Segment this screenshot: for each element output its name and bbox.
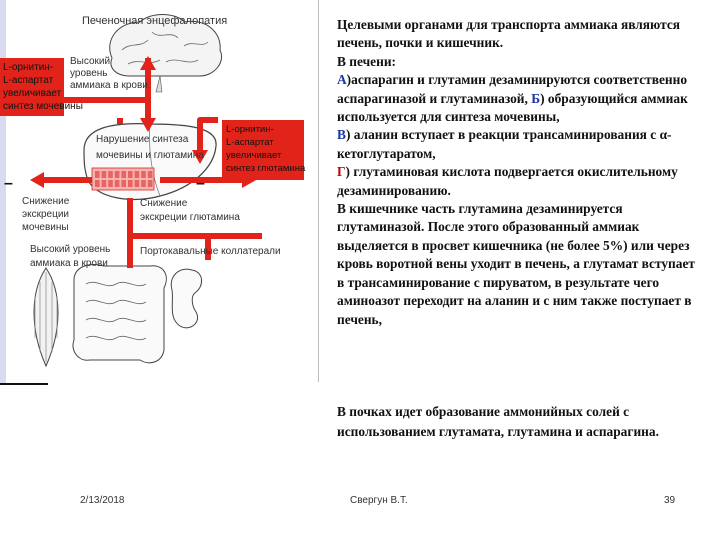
hepatocyte-cell (121, 171, 126, 178)
column-divider (318, 0, 319, 382)
footer-author: Свергун В.Т. (350, 495, 408, 506)
hepatocyte-cell (95, 171, 100, 178)
intro-paragraph: Целевыми органами для транспорта аммиака являются печень, почки и кишечник. (337, 17, 681, 51)
hepatocyte-cell (141, 180, 146, 187)
glutamine-decrease-line-1: Снижение (140, 198, 188, 209)
footer-date: 2/13/2018 (80, 495, 125, 506)
high-ammonia-top-line-2: уровень (70, 68, 108, 79)
kidney-illustration (171, 269, 201, 328)
hepatocyte-cell (128, 171, 133, 178)
synthesis-impair-line-2: мочевины и глютамина (96, 150, 204, 161)
hepatocyte-band (92, 168, 154, 190)
hepatocyte-cell (141, 171, 146, 178)
high-ammonia-top-line-3: аммиака в крови (70, 80, 148, 91)
point-g-letter: Г (337, 164, 346, 180)
liver-points (337, 71, 705, 126)
hepatocyte-cell (135, 180, 140, 187)
point-b-text: ) образующийся аммиак используется для синтеза мочевины, (337, 90, 688, 125)
point-v-letter: В (337, 127, 346, 143)
ornithine-right-line-4: синтез глютамина (226, 163, 306, 174)
figure-rule (0, 383, 48, 385)
muscle-illustration (34, 268, 58, 366)
high-ammonia-top-line-1: Высокий (70, 56, 111, 67)
hepatocyte-cell (115, 171, 120, 178)
intestine-illustration (73, 265, 166, 363)
hepatocyte-cell (115, 180, 120, 187)
hepatocyte-cell (108, 171, 113, 178)
urea-decrease-line-1: Снижение (22, 196, 70, 207)
hepatocyte-cell (135, 171, 140, 178)
hepatocyte-cell (102, 180, 107, 187)
ornithine-right-line-2: L-аспартат (226, 137, 274, 148)
ornithine-right-line-3: увеличивает (226, 150, 282, 161)
point-v-text: ) аланин вступает в реакции трансаминирования с α-кетоглутаратом, (337, 127, 672, 161)
diagram-title: Печеночная энцефалопатия (82, 15, 228, 27)
ornithine-left-line-3: увеличивает (3, 88, 62, 99)
high-ammonia-bottom-line-2: аммиака в крови (30, 258, 108, 269)
hepatocyte-cell (102, 171, 107, 178)
point-b-letter: Б (531, 90, 541, 106)
urea-decrease-line-3: мочевины (22, 222, 69, 233)
hepatocyte-cell (121, 180, 126, 187)
hepatocyte-cell (108, 180, 113, 187)
minus-left: – (4, 175, 13, 192)
kidney-paragraph: В почках идет образование аммонийных солей с использованием глутамата, глутамина и аспарагина. (337, 404, 659, 439)
ornithine-left-line-2: L-аспартат (3, 75, 54, 86)
high-ammonia-bottom-line-1: Высокий уровень (30, 244, 111, 255)
point-v-paragraph (337, 126, 705, 163)
ornithine-left-line-1: L-орнитин- (3, 62, 54, 73)
footer-page-number: 39 (664, 495, 676, 506)
ornithine-left-line-4: синтез мочевины (3, 101, 83, 112)
portocaval-label: Портокавальные коллатерали (140, 246, 281, 257)
hepatic-encephalopathy-diagram (0, 0, 318, 382)
liver-heading: В печени: (337, 53, 396, 69)
intestine-paragraph: В кишечнике часть глутамина дезаминируется глутаминазой. После этого образованный аммиак выделяется в просвет кишечника (не более 5%) или через кровь воротной вены уходит в печень, а глутамат вступает в трансаминирование с пируватом, в результате чего аминоазот переходит на аланин и с ним также поступает в печень, (337, 201, 695, 327)
glutamine-decrease-line-2: экскреции глютамина (140, 212, 240, 223)
hepatocyte-cell (148, 171, 153, 178)
point-a-text: )аспарагин и глутамин дезаминируются соответственно аспарагиназой и глутаминазой, (337, 72, 688, 106)
point-g-text: ) глутаминовая кислота подвергается окислительному дезаминированию. (337, 164, 678, 198)
point-g-paragraph (337, 163, 705, 200)
hepatocyte-cell (95, 180, 100, 187)
hepatocyte-cell (148, 180, 153, 187)
hepatocyte-cell (128, 180, 133, 187)
point-a-letter: А (337, 72, 347, 88)
urea-decrease-line-2: экскреции (22, 209, 69, 220)
ornithine-right-line-1: L-орнитин- (226, 124, 274, 135)
main-text (337, 16, 705, 329)
synthesis-impair-line-1: Нарушение синтеза (96, 134, 189, 145)
minus-right: – (196, 175, 205, 192)
